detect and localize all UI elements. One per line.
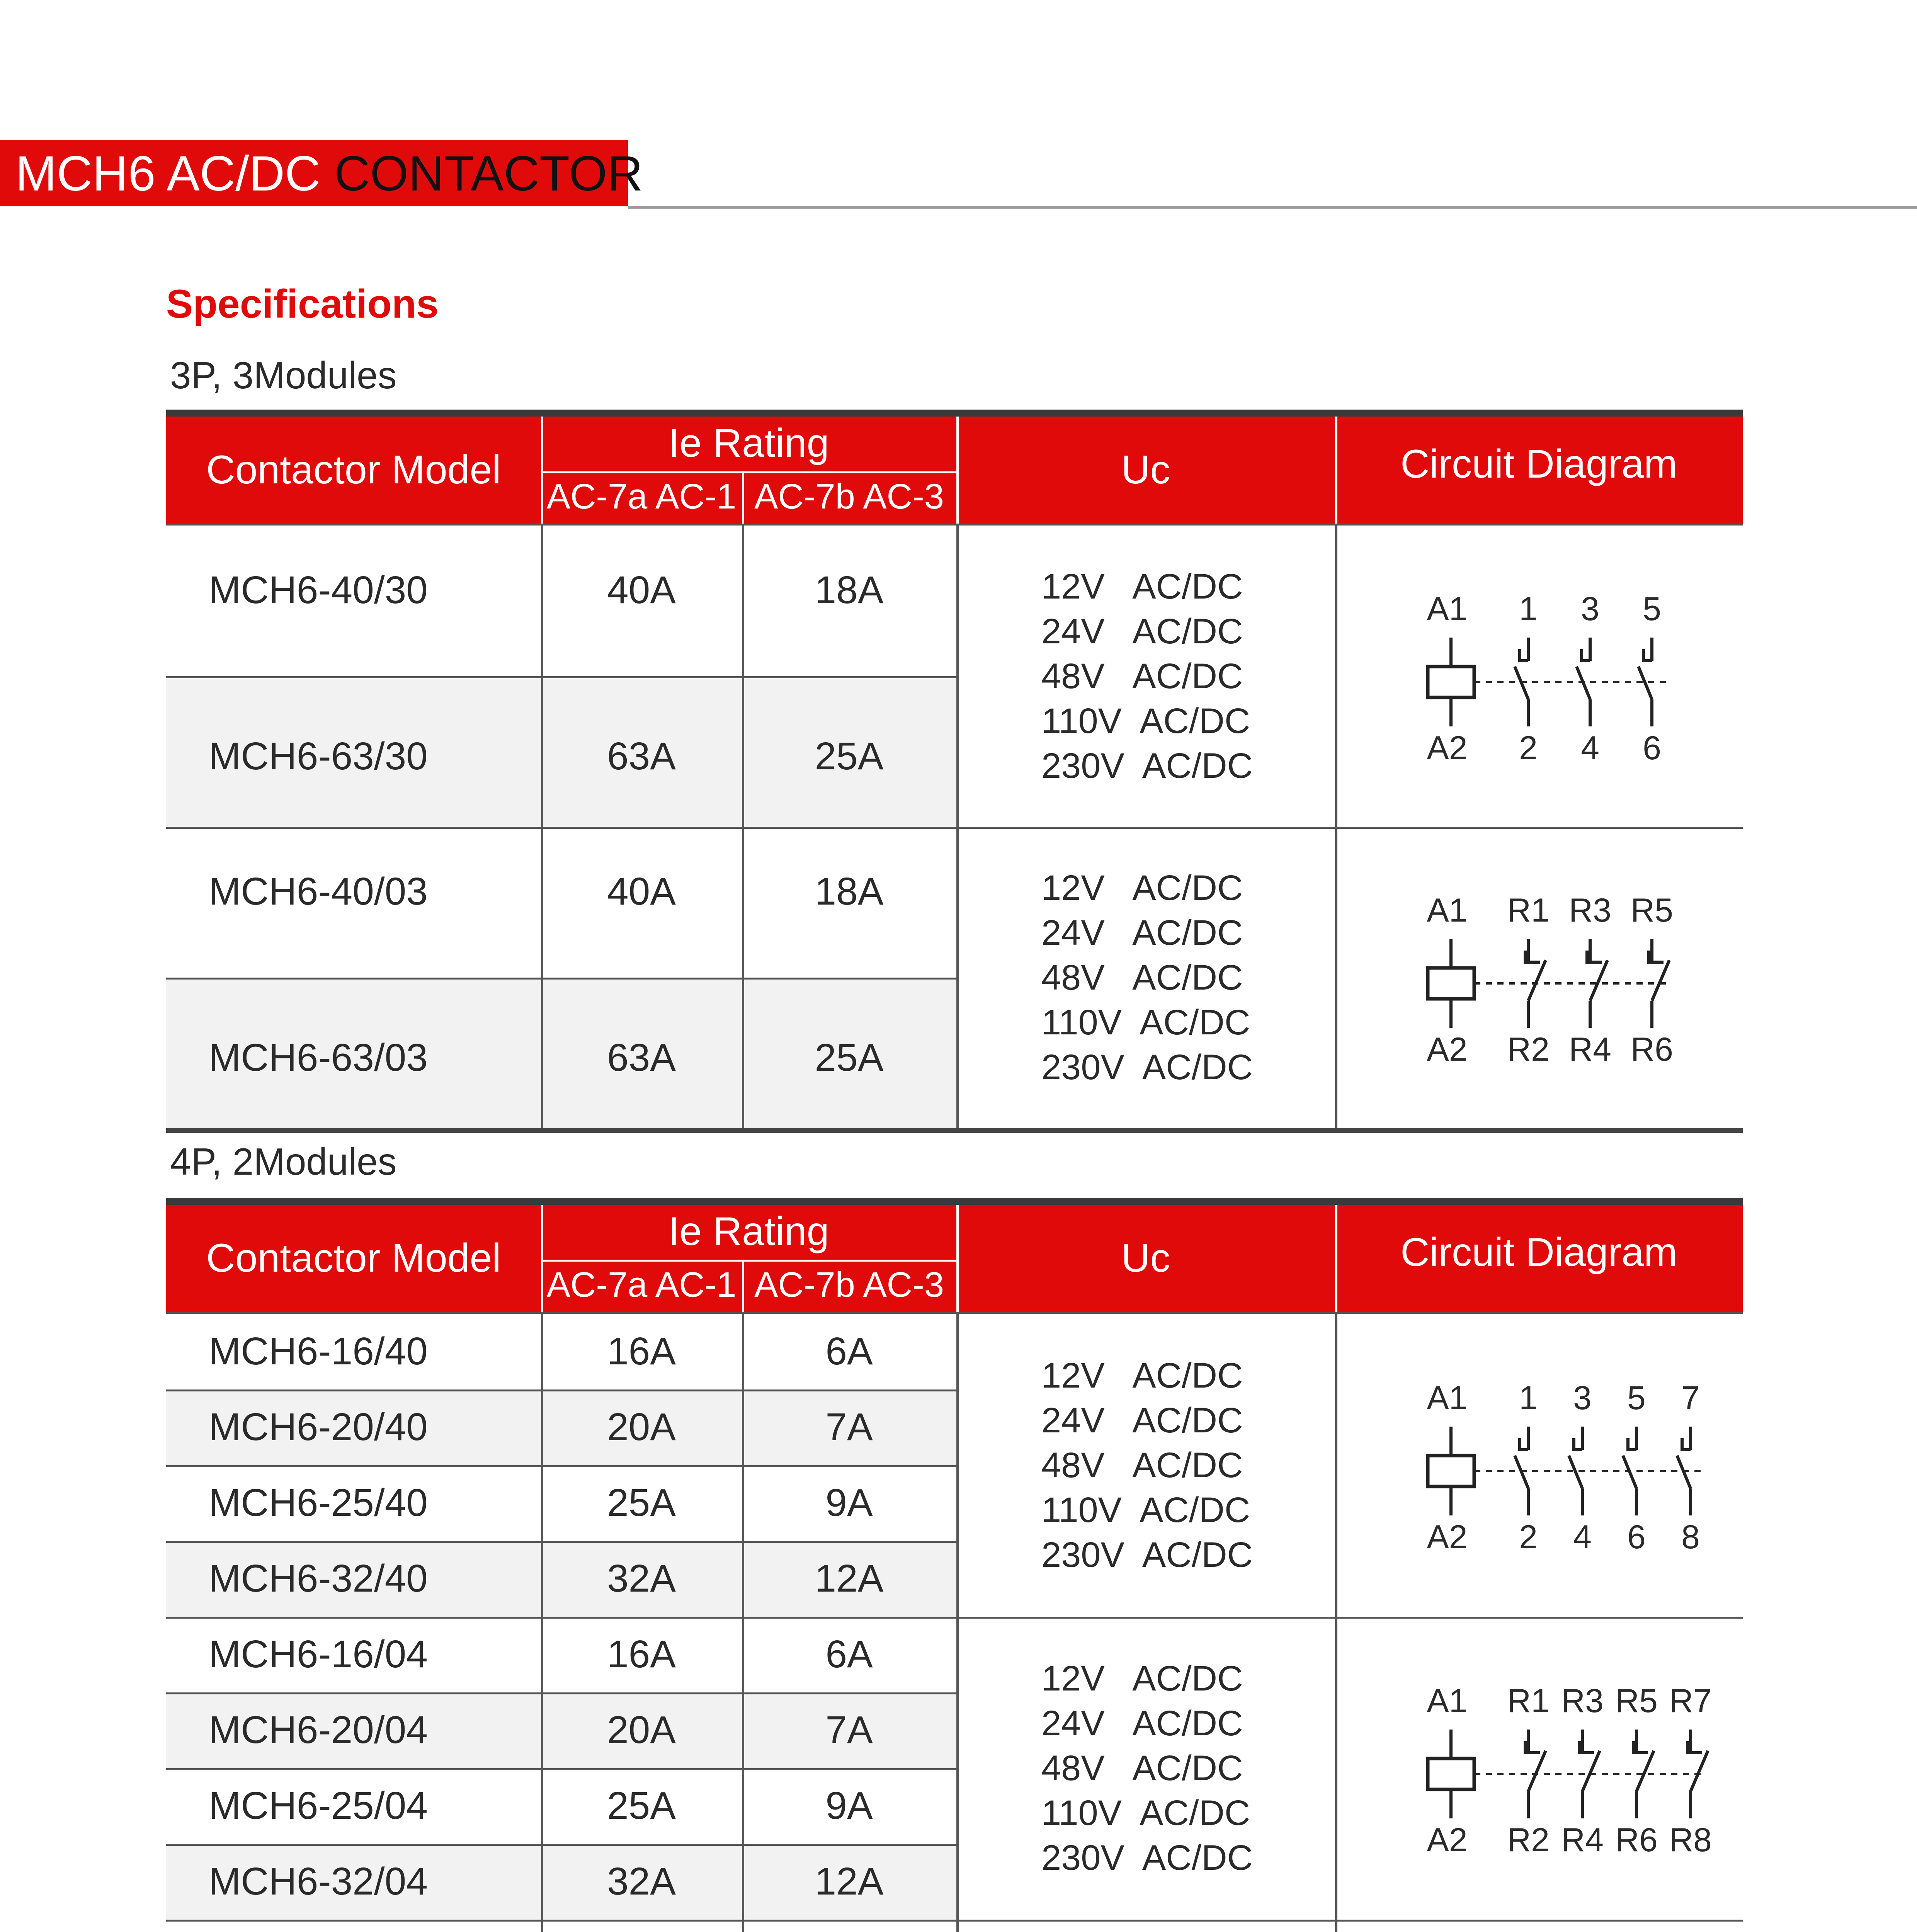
uc-voltage-list: 12V AC/DC 24V AC/DC 48V AC/DC 110V AC/DC 230V AC/DC [1041,1659,1253,1878]
contact-terminal-label: R7 [1669,1682,1712,1719]
nc-contact-blade [1582,1751,1600,1791]
contact-terminal-label: R5 [1631,892,1673,929]
header-ie-rating: Ie Rating [668,1209,829,1254]
contact-terminal-label: R3 [1561,1682,1604,1719]
contact-terminal-label: 2 [1519,1519,1538,1556]
title-red-part: MCH6 AC/DC [15,146,334,201]
contact-terminal-label: R6 [1631,1031,1673,1068]
contact-terminal-label: 6 [1643,730,1661,767]
header-separator [1335,417,1337,524]
coil-terminal-label: A2 [1427,1519,1468,1556]
ac7b-cell: 12A [815,1860,884,1903]
circuit-diagram [1335,827,1743,1128]
model-cell: MCH6-63/03 [209,1036,428,1079]
contact-terminal-label: 5 [1643,590,1661,628]
grid-line [166,827,1743,829]
section-title: Specifications [166,282,439,327]
contact-terminal-label: 8 [1681,1519,1700,1556]
nc-contact-blade [1691,1751,1708,1791]
coil-symbol [1428,968,1474,999]
grid-line [1335,524,1337,1128]
ac7b-cell: 18A [815,568,884,612]
table-bottom-rule [166,1128,1743,1133]
contact-terminal-label: R6 [1615,1821,1658,1859]
grid-line [166,1465,956,1467]
coil-terminal-label: A2 [1427,1031,1468,1068]
header-circuit-diagram: Circuit Diagram [1400,1230,1677,1275]
contact-terminal-label: R4 [1569,1031,1611,1068]
coil-symbol [1428,1456,1474,1486]
uc-voltage-list: 12V AC/DC 24V AC/DC 48V AC/DC 110V AC/DC 230V AC/DC [1041,868,1253,1087]
header-separator [541,1205,543,1312]
header-separator [742,1262,744,1312]
header-separator [541,417,543,524]
model-cell: MCH6-16/40 [209,1330,428,1373]
model-cell: MCH6-40/30 [209,568,428,612]
ac7b-cell: 25A [815,735,884,778]
ac7b-cell: 6A [825,1330,873,1373]
grid-line [166,1541,956,1543]
coil-terminal-label: A1 [1427,892,1468,929]
ac7b-cell: 25A [815,1036,884,1079]
model-cell: MCH6-25/40 [209,1481,428,1524]
grid-line [166,1617,1743,1619]
grid-line [742,524,744,1128]
circuit-diagram [1335,526,1743,827]
ac7a-cell: 20A [607,1405,676,1449]
grid-line [166,978,956,980]
contact-terminal-label: 4 [1581,730,1599,767]
table-header [166,410,1743,524]
coil-symbol [1428,667,1474,697]
grid-line [742,1312,744,1932]
contact-terminal-label: 5 [1627,1379,1646,1417]
table1-subtitle: 3P, 3Modules [170,354,397,396]
contact-terminal-label: 2 [1519,730,1538,767]
model-cell: MCH6-20/40 [209,1405,428,1449]
ac7a-cell: 63A [607,735,676,778]
ac7a-cell: 32A [607,1860,676,1903]
grid-line [1335,1312,1337,1932]
ac7a-cell: 16A [607,1633,676,1676]
contact-terminal-label: 6 [1627,1519,1646,1556]
header-separator [742,473,744,524]
grid-line [166,1312,1743,1314]
header-ie-rating: Ie Rating [668,421,829,466]
ac7a-cell: 40A [607,568,676,612]
title-rule [628,206,1917,209]
nc-contact-blade [1528,960,1546,1001]
ac7a-cell: 32A [607,1557,676,1600]
uc-voltage-list: 12V AC/DC 24V AC/DC 48V AC/DC 110V AC/DC 230V AC/DC [1041,1356,1253,1575]
coil-terminal-label: A1 [1427,1379,1468,1417]
header-ac7a: AC-7a AC-1 [546,477,737,516]
ac7b-cell: 7A [825,1708,873,1752]
header-separator [956,1205,959,1312]
ac7b-cell: 7A [825,1405,873,1449]
header-ac7b: AC-7b AC-3 [754,477,944,516]
contact-terminal-label: 1 [1519,590,1538,628]
ac7a-cell: 16A [607,1330,676,1373]
header-separator [956,417,959,524]
grid-line [541,524,543,1128]
ac7a-cell: 40A [607,870,676,913]
contact-terminal-label: R2 [1507,1031,1550,1068]
header-uc: Uc [1121,447,1170,492]
title-bar [0,140,643,206]
table-header [166,1198,1743,1312]
contact-terminal-label: R2 [1507,1821,1550,1859]
header-separator [1335,1205,1337,1312]
contact-terminal-label: 4 [1573,1519,1592,1556]
grid-line [166,676,956,678]
contact-terminal-label: 3 [1581,590,1599,628]
header-ac7b: AC-7b AC-3 [754,1265,944,1304]
model-cell: MCH6-32/04 [209,1860,428,1903]
model-cell: MCH6-25/04 [209,1784,428,1827]
contact-terminal-label: R5 [1615,1682,1658,1719]
model-cell: MCH6-32/40 [209,1557,428,1600]
header-circuit-diagram: Circuit Diagram [1400,441,1677,486]
coil-symbol [1428,1759,1474,1789]
circuit-diagram [1335,1617,1743,1920]
header-separator [541,471,956,473]
model-cell: MCH6-40/03 [209,870,428,913]
ac7b-cell: 9A [825,1481,873,1524]
nc-contact-blade [1652,960,1669,1001]
grid-line [166,1768,956,1770]
contact-terminal-label: R1 [1507,1682,1550,1719]
header-separator [541,1260,956,1262]
ac7b-cell: 18A [815,870,884,913]
ac7b-cell: 12A [815,1557,884,1600]
ac7a-cell: 63A [607,1036,676,1079]
coil-terminal-label: A1 [1427,1682,1468,1719]
table2-subtitle: 4P, 2Modules [170,1140,397,1183]
nc-contact-blade [1528,1751,1546,1791]
title-black-part: CONTACTOR [334,146,643,201]
model-cell: MCH6-20/04 [209,1708,428,1752]
grid-line [166,1920,1743,1922]
grid-line [166,1844,956,1846]
coil-terminal-label: A1 [1427,590,1468,628]
grid-line [166,1389,956,1391]
grid-line [166,1692,956,1694]
page-title [15,145,643,202]
header-contactor-model: Contactor Model [206,447,501,492]
contact-terminal-label: R8 [1669,1821,1712,1859]
header-uc: Uc [1121,1235,1170,1281]
spec-table-3p [166,410,1743,1128]
spec-table-4p [166,1198,1743,1932]
contact-terminal-label: R4 [1561,1821,1604,1859]
ac7a-cell: 25A [607,1481,676,1524]
header-contactor-model: Contactor Model [206,1235,501,1281]
ac7a-cell: 25A [607,1784,676,1827]
model-cell: MCH6-16/04 [209,1633,428,1676]
grid-line [166,524,1743,526]
grid-line [956,524,959,1128]
contact-terminal-label: R3 [1569,892,1611,929]
contact-terminal-label: 3 [1573,1379,1592,1417]
coil-terminal-label: A2 [1427,730,1468,767]
ac7b-cell: 6A [825,1633,873,1676]
nc-contact-blade [1590,960,1607,1001]
model-cell: MCH6-63/30 [209,735,428,778]
contact-terminal-label: 7 [1681,1379,1700,1417]
grid-line [956,1312,959,1932]
ac7b-cell: 9A [825,1784,873,1827]
coil-terminal-label: A2 [1427,1821,1468,1859]
circuit-diagram [1335,1314,1743,1617]
ac7a-cell: 20A [607,1708,676,1752]
nc-contact-blade [1636,1751,1654,1791]
uc-voltage-list: 12V AC/DC 24V AC/DC 48V AC/DC 110V AC/DC 230V AC/DC [1041,567,1253,786]
grid-line [541,1312,543,1932]
contact-terminal-label: 1 [1519,1379,1538,1417]
contact-terminal-label: R1 [1507,892,1550,929]
header-ac7a: AC-7a AC-1 [546,1265,737,1304]
